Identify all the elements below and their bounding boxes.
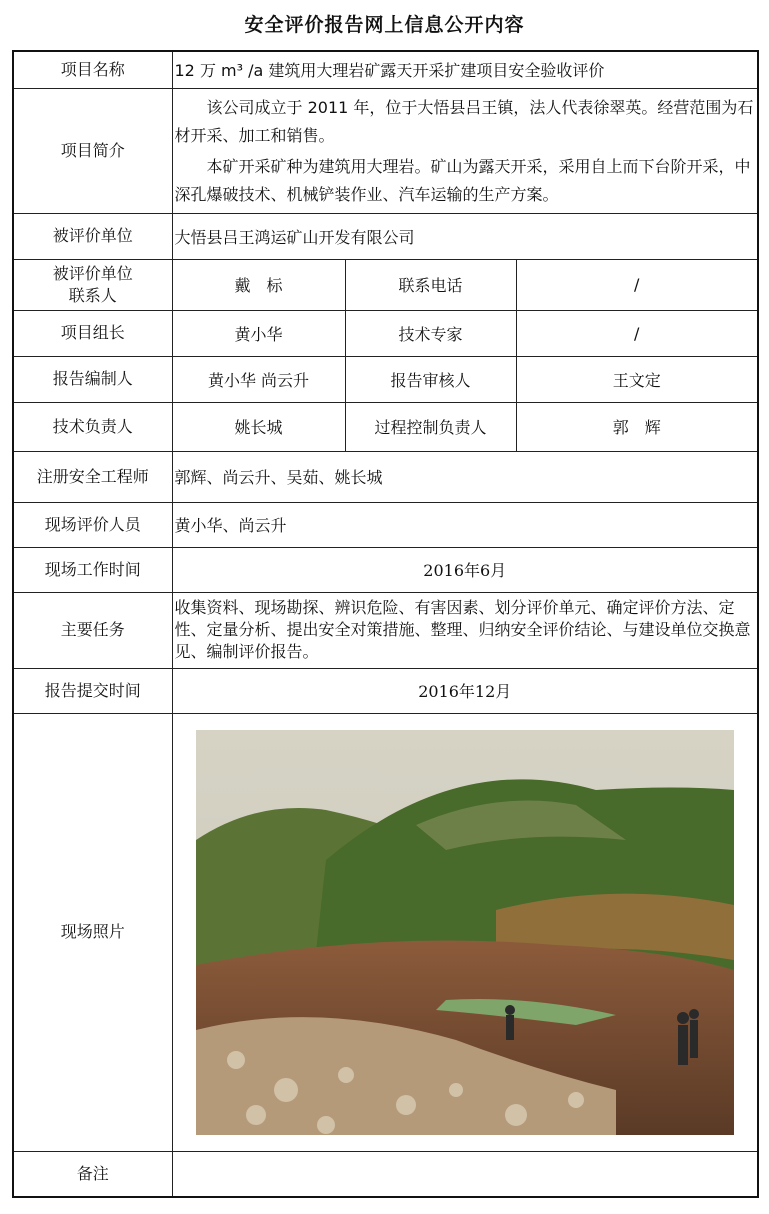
info-table <box>12 50 759 1198</box>
row-site-photo <box>13 713 758 1151</box>
tech-lead-label: 技术负责人 <box>13 402 172 451</box>
reviewer-label: 报告审核人 <box>345 356 516 402</box>
row-project-name <box>13 51 758 88</box>
tech-lead-value: 姚长城 <box>172 402 345 451</box>
main-tasks-value: 收集资料、现场勘探、辨识危险、有害因素、划分评价单元、确定评价方法、定性、定量分析、提出安全对策措施、整理、归纳安全评价结论、与建设单位交换意见、编制评价报告。 <box>172 592 758 668</box>
row-main-tasks <box>13 592 758 668</box>
contact-label-line: 被评价单位 <box>52 263 133 283</box>
reviewer-value: 王文定 <box>516 356 758 402</box>
row-compiler <box>13 356 758 402</box>
row-leader <box>13 310 758 356</box>
remarks-value <box>172 1151 758 1197</box>
row-site-staff <box>13 502 758 547</box>
site-photo-label: 现场照片 <box>13 713 172 1151</box>
document-title: 安全评价报告网上信息公开内容 <box>244 14 525 36</box>
project-name-label: 项目名称 <box>13 51 172 88</box>
expert-label: 技术专家 <box>345 310 516 356</box>
contact-label <box>13 259 172 310</box>
submit-time-label: 报告提交时间 <box>13 668 172 713</box>
expert-value: / <box>516 310 758 356</box>
project-intro-label: 项目简介 <box>13 88 172 213</box>
site-photo <box>196 730 734 1135</box>
row-evaluated-unit <box>13 213 758 259</box>
site-staff-label: 现场评价人员 <box>13 502 172 547</box>
submit-time-value: 2016年12月 <box>172 668 758 713</box>
contact-label-line: 联系人 <box>68 285 117 305</box>
compiler-value: 黄小华 尚云升 <box>172 356 345 402</box>
site-photo-cell <box>172 713 758 1151</box>
process-control-label: 过程控制负责人 <box>345 402 516 451</box>
remarks-label: 备注 <box>13 1151 172 1197</box>
site-staff-value: 黄小华、尚云升 <box>172 502 758 547</box>
intro-paragraph: 该公司成立于 2011 年，位于大悟县吕王镇，法人代表徐翠英。经营范围为石材开采、加工和销售。 <box>174 97 754 145</box>
leader-value: 黄小华 <box>172 310 345 356</box>
row-submit-time <box>13 668 758 713</box>
contact-value: 戴 标 <box>172 259 345 310</box>
evaluated-unit-value: 大悟县吕王鸿运矿山开发有限公司 <box>172 213 758 259</box>
engineers-value: 郭辉、尚云升、吴茹、姚长城 <box>172 451 758 502</box>
project-name-value: 12 万 m³ /a 建筑用大理岩矿露天开采扩建项目安全验收评价 <box>172 51 758 88</box>
project-intro-value <box>172 88 758 213</box>
row-remarks <box>13 1151 758 1197</box>
site-time-value: 2016年6月 <box>172 547 758 592</box>
main-tasks-label: 主要任务 <box>13 592 172 668</box>
site-time-label: 现场工作时间 <box>13 547 172 592</box>
row-tech-lead <box>13 402 758 451</box>
row-project-intro <box>13 88 758 213</box>
row-contact <box>13 259 758 310</box>
engineers-label: 注册安全工程师 <box>13 451 172 502</box>
leader-label: 项目组长 <box>13 310 172 356</box>
compiler-label: 报告编制人 <box>13 356 172 402</box>
intro-paragraph: 本矿开采矿种为建筑用大理岩。矿山为露天开采，采用自上而下台阶开采，中深孔爆破技术、机械铲装作业、汽车运输的生产方案。 <box>174 156 751 204</box>
process-control-value: 郭 辉 <box>516 402 758 451</box>
phone-label: 联系电话 <box>345 259 516 310</box>
row-site-time <box>13 547 758 592</box>
phone-value: / <box>516 259 758 310</box>
row-engineers <box>13 451 758 502</box>
evaluated-unit-label: 被评价单位 <box>13 213 172 259</box>
